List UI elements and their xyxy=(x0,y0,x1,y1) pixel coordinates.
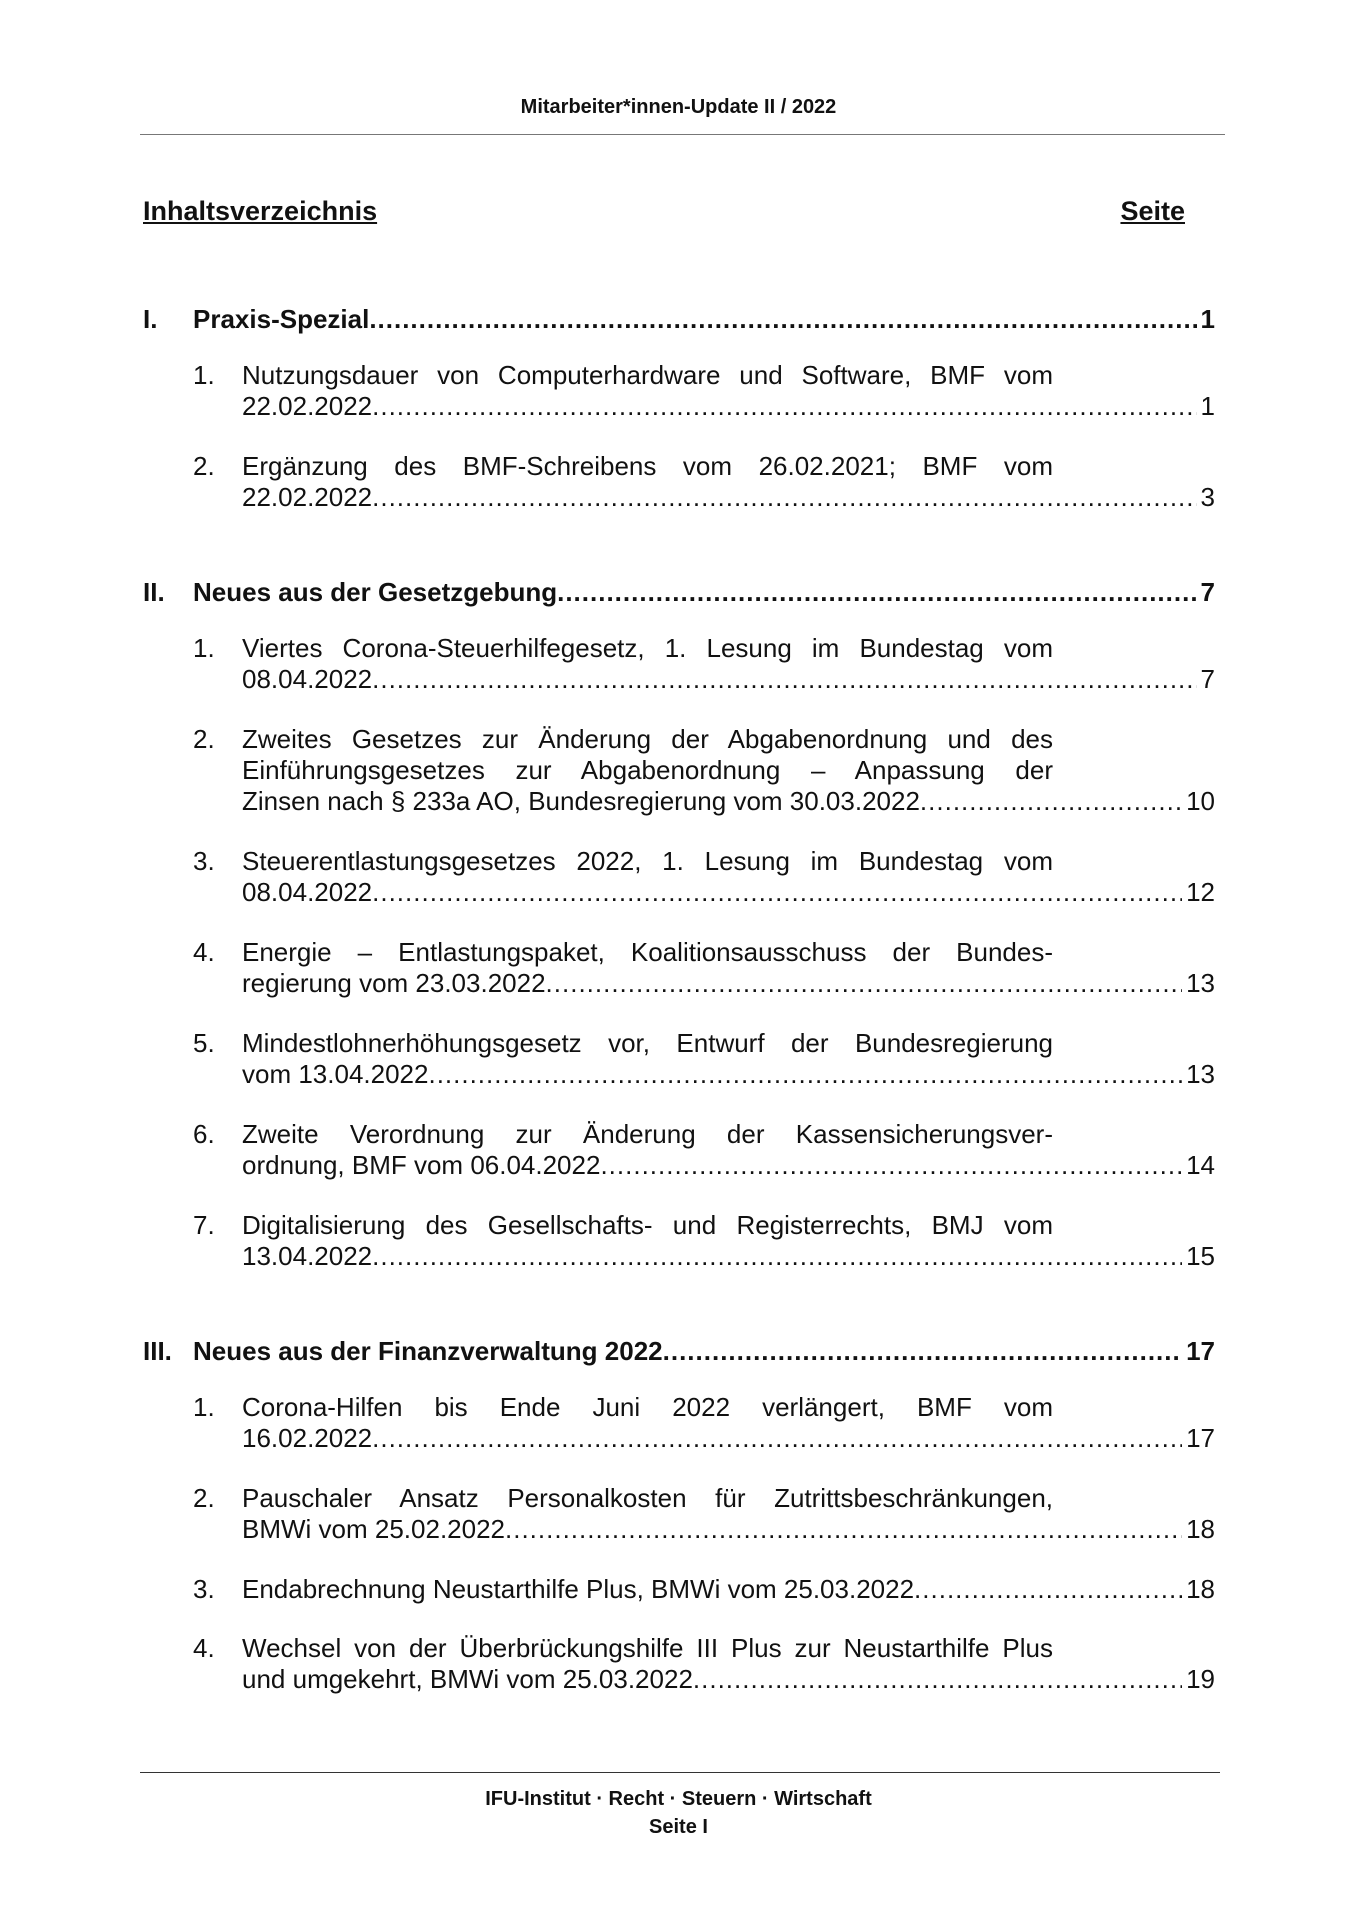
footer-page-number: Seite I xyxy=(649,1816,708,1838)
item-number: 1. xyxy=(193,633,215,663)
item-text-line: Pauschaler Ansatz Personalkosten für Zutrittsbeschränkungen, xyxy=(242,1483,1053,1513)
section-title: Praxis-Spezial xyxy=(193,304,370,334)
item-text-line: Wechsel von der Überbrückungshilfe III Plus zur Neustarthilfe Plus xyxy=(242,1633,1053,1663)
item-text-last: vom 13.04.2022 xyxy=(242,1059,429,1089)
toc-section[interactable] xyxy=(143,575,1215,609)
section-page: 17 xyxy=(1186,1336,1215,1366)
item-page: 7 xyxy=(1200,664,1215,694)
toc-item[interactable] xyxy=(193,633,1215,695)
toc-item[interactable] xyxy=(193,1028,1215,1090)
item-page: 10 xyxy=(1186,786,1215,816)
page-header-title: Mitarbeiter*innen-Update II / 2022 xyxy=(520,96,837,118)
item-number: 1. xyxy=(193,1392,215,1422)
toc-item[interactable] xyxy=(193,846,1215,908)
toc-item[interactable] xyxy=(193,1210,1215,1272)
toc-heading: Inhaltsverzeichnis xyxy=(143,196,378,226)
toc-section[interactable] xyxy=(143,302,1215,336)
item-number: 1. xyxy=(193,360,215,390)
item-number: 7. xyxy=(193,1210,215,1240)
item-page: 19 xyxy=(1186,1664,1215,1694)
item-page: 17 xyxy=(1186,1423,1215,1453)
item-text-line: Corona-Hilfen bis Ende Juni 2022 verlängert, BMF vom xyxy=(242,1392,1053,1422)
item-page: 3 xyxy=(1200,482,1215,512)
header-divider xyxy=(140,134,1225,135)
section-number: II. xyxy=(143,577,165,607)
toc-page-label: Seite xyxy=(1120,196,1185,226)
toc-item[interactable] xyxy=(193,451,1215,513)
item-text-last: 08.04.2022 xyxy=(242,877,373,907)
section-page: 1 xyxy=(1200,304,1215,334)
item-page: 15 xyxy=(1186,1241,1215,1271)
dot-leader xyxy=(600,1150,1182,1181)
section-page: 7 xyxy=(1200,577,1215,607)
item-text-last: BMWi vom 25.02.2022 xyxy=(242,1514,506,1544)
section-number: III. xyxy=(143,1336,172,1366)
item-number: 5. xyxy=(193,1028,215,1058)
dot-leader xyxy=(428,1059,1182,1090)
item-page: 18 xyxy=(1186,1574,1215,1604)
dot-leader xyxy=(546,968,1183,999)
dot-leader xyxy=(369,302,1196,336)
dot-leader xyxy=(663,1334,1182,1368)
toc-item[interactable] xyxy=(193,1119,1215,1181)
dot-leader xyxy=(372,877,1182,908)
item-text-line: Viertes Corona-Steuerhilfegesetz, 1. Lesung im Bundestag vom xyxy=(242,633,1053,663)
toc-heading-row xyxy=(143,196,1185,227)
item-number: 3. xyxy=(193,846,215,876)
item-page: 14 xyxy=(1186,1150,1215,1180)
dot-leader xyxy=(372,482,1196,513)
item-text-last: Zinsen nach § 233a AO, Bundesregierung vom 30.03.2022 xyxy=(242,786,920,816)
item-text-line: Steuerentlastungsgesetzes 2022, 1. Lesung im Bundestag vom xyxy=(242,846,1053,876)
item-number: 6. xyxy=(193,1119,215,1149)
item-number: 3. xyxy=(193,1574,215,1604)
item-text-line: Energie – Entlastungspaket, Koalitionsausschuss der Bundes- xyxy=(242,937,1053,967)
item-number: 2. xyxy=(193,451,215,481)
toc-section[interactable] xyxy=(143,1334,1215,1368)
toc-item[interactable] xyxy=(193,360,1215,422)
item-page: 1 xyxy=(1200,391,1215,421)
page-footer xyxy=(0,1785,1357,1841)
item-text-line: Ergänzung des BMF-Schreibens vom 26.02.2021; BMF vom xyxy=(242,451,1053,481)
toc-item[interactable] xyxy=(193,1483,1215,1545)
item-text-last: 22.02.2022 xyxy=(242,391,373,421)
toc-item[interactable] xyxy=(193,1392,1215,1454)
item-text-last: ordnung, BMF vom 06.04.2022 xyxy=(242,1150,601,1180)
dot-leader xyxy=(920,786,1182,817)
item-text-line: Nutzungsdauer von Computerhardware und Software, BMF vom xyxy=(242,360,1053,390)
item-text-last: regierung vom 23.03.2022 xyxy=(242,968,546,998)
dot-leader xyxy=(372,391,1196,422)
dot-leader xyxy=(505,1514,1182,1545)
dot-leader xyxy=(557,575,1196,609)
toc-item[interactable] xyxy=(193,1633,1215,1695)
dot-leader xyxy=(372,1423,1182,1454)
section-title: Neues aus der Gesetzgebung xyxy=(193,577,558,607)
item-page: 13 xyxy=(1186,1059,1215,1089)
toc-item[interactable] xyxy=(193,937,1215,999)
item-page: 13 xyxy=(1186,968,1215,998)
item-number: 2. xyxy=(193,724,215,754)
item-number: 4. xyxy=(193,937,215,967)
item-text-line: Einführungsgesetzes zur Abgabenordnung – Anpassung der xyxy=(242,755,1053,785)
item-page: 12 xyxy=(1186,877,1215,907)
footer-divider xyxy=(140,1772,1220,1773)
item-text-line: Mindestlohnerhöhungsgesetz vor, Entwurf der Bundesregierung xyxy=(242,1028,1053,1058)
footer-institute: IFU-Institut · Recht · Steuern · Wirtschaft xyxy=(485,1788,872,1810)
item-text-last: und umgekehrt, BMWi vom 25.03.2022 xyxy=(242,1664,693,1694)
item-text-last: 22.02.2022 xyxy=(242,482,373,512)
toc-item[interactable] xyxy=(193,724,1215,817)
item-text-line: Zweite Verordnung zur Änderung der Kassensicherungsver- xyxy=(242,1119,1053,1149)
dot-leader xyxy=(693,1664,1182,1695)
dot-leader xyxy=(914,1574,1182,1605)
item-text-last: Endabrechnung Neustarthilfe Plus, BMWi vom 25.03.2022 xyxy=(242,1574,915,1604)
item-page: 18 xyxy=(1186,1514,1215,1544)
item-text-line: Zweites Gesetzes zur Änderung der Abgabenordnung und des xyxy=(242,724,1053,754)
item-text-last: 16.02.2022 xyxy=(242,1423,373,1453)
item-number: 4. xyxy=(193,1633,215,1663)
item-number: 2. xyxy=(193,1483,215,1513)
item-text-last: 08.04.2022 xyxy=(242,664,373,694)
toc-item[interactable] xyxy=(193,1574,1215,1605)
item-text-last: 13.04.2022 xyxy=(242,1241,373,1271)
item-text-line: Digitalisierung des Gesellschafts- und Registerrechts, BMJ vom xyxy=(242,1210,1053,1240)
section-number: I. xyxy=(143,304,158,334)
dot-leader xyxy=(372,1241,1182,1272)
section-title: Neues aus der Finanzverwaltung 2022 xyxy=(193,1336,663,1366)
dot-leader xyxy=(372,664,1196,695)
